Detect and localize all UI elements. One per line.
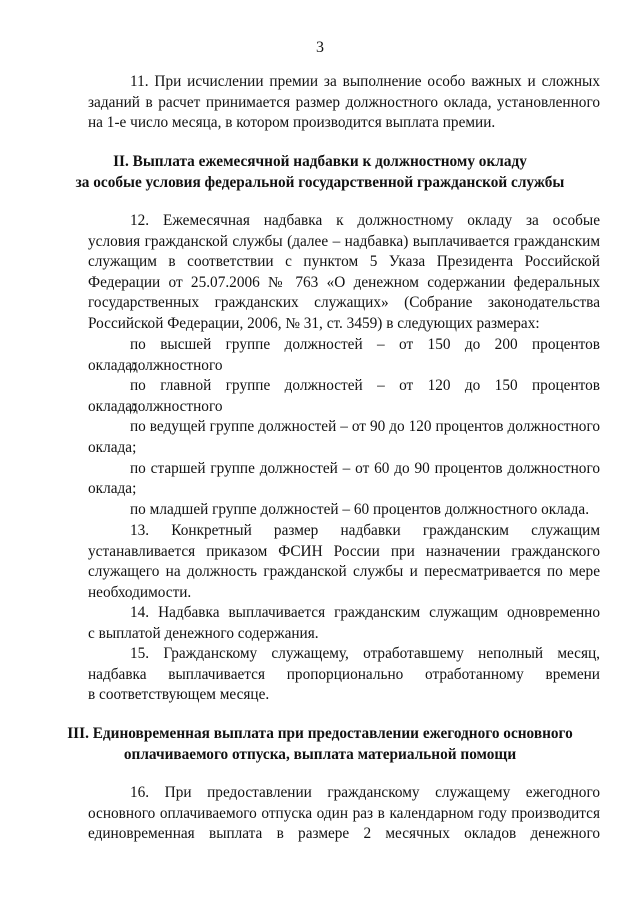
paragraph-line: основного оплачиваемого отпуска один раз в календарном году производится	[88, 804, 600, 822]
paragraph-line: Российской Федерации, 2006, № 31, ст. 3459) в следующих размерах:	[88, 314, 540, 332]
paragraph-line: надбавка выплачивается пропорционально отработанному времени	[88, 665, 600, 683]
paragraph-line: условия гражданской службы (далее – надбавка) выплачивается гражданским	[88, 232, 600, 250]
paragraph-13	[88, 521, 600, 603]
paragraph-line: устанавливается приказом ФСИН России при назначении гражданского	[88, 542, 600, 560]
group-item-line: по ведущей группе должностей – от 90 до 120 процентов должностного	[130, 418, 600, 436]
paragraph-line: Федерации от 25.07.2006 № 763 «О денежном содержании федеральных	[88, 273, 600, 291]
group-item-line: по главной группе должностей – от 120 до 150 процентов должностного	[130, 377, 600, 415]
group-item-line: по высшей группе должностей – от 150 до 200 процентов должностного	[130, 336, 600, 374]
paragraph-line: с выплатой денежного содержания.	[88, 624, 319, 642]
paragraph-line: служащим в соответствии с пунктом 5 Указа Президента Российской	[88, 253, 600, 271]
paragraph-11	[88, 72, 600, 134]
paragraph-line: необходимости.	[88, 583, 192, 601]
paragraph-line: в соответствующем месяце.	[88, 686, 270, 704]
paragraph-14	[88, 603, 600, 644]
paragraph-16	[88, 783, 600, 845]
heading-line: за особые условия федеральной государственной гражданской службы	[75, 173, 565, 191]
group-list	[88, 335, 600, 520]
paragraph-line: 15. Гражданскому служащему, отработавшему неполный месяц,	[130, 645, 600, 662]
paragraph-12	[88, 211, 600, 335]
group-item-line: оклада;	[88, 397, 137, 415]
paragraph-15	[88, 644, 600, 706]
group-item-line: по старшей группе должностей – от 60 до 90 процентов должностного	[130, 459, 600, 477]
group-item-line: оклада;	[88, 438, 137, 456]
paragraph-line: 16. При предоставлении гражданскому служащему ежегодного	[130, 784, 600, 801]
paragraph-line: 12. Ежемесячная надбавка к должностному окладу за особые	[130, 212, 600, 229]
heading-line: III. Единовременная выплата при предоставлении ежегодного основного	[67, 725, 573, 742]
paragraph-line: государственных гражданских служащих» (Собрание законодательства	[88, 294, 600, 312]
section-3-heading	[0, 724, 640, 765]
group-item-line: оклада;	[88, 480, 137, 498]
paragraph-line: 14. Надбавка выплачивается гражданским служащим одновременно	[130, 604, 600, 621]
paragraph-line: заданий в расчет принимается размер должностного оклада, установленного	[88, 93, 600, 111]
paragraph-line: 11. При исчислении премии за выполнение особо важных и сложных	[130, 73, 600, 90]
paragraph-line: служащего на должность гражданской службы и пересматривается по мере	[88, 563, 600, 581]
group-item-line: по младшей группе должностей – 60 процентов должностного оклада.	[130, 500, 590, 518]
group-item-line: оклада;	[88, 356, 137, 374]
paragraph-line: единовременная выплата в размере 2 месячных окладов денежного	[88, 825, 600, 843]
paragraph-line: 13. Конкретный размер надбавки гражданским служащим	[130, 522, 600, 539]
heading-line: II. Выплата ежемесячной надбавки к должностному окладу	[113, 153, 527, 170]
paragraph-line: на 1-е число месяца, в котором производится выплата премии.	[88, 114, 496, 132]
heading-line: оплачиваемого отпуска, выплата материальной помощи	[123, 745, 517, 763]
page-number: 3	[316, 39, 324, 56]
section-2-heading	[0, 152, 640, 193]
